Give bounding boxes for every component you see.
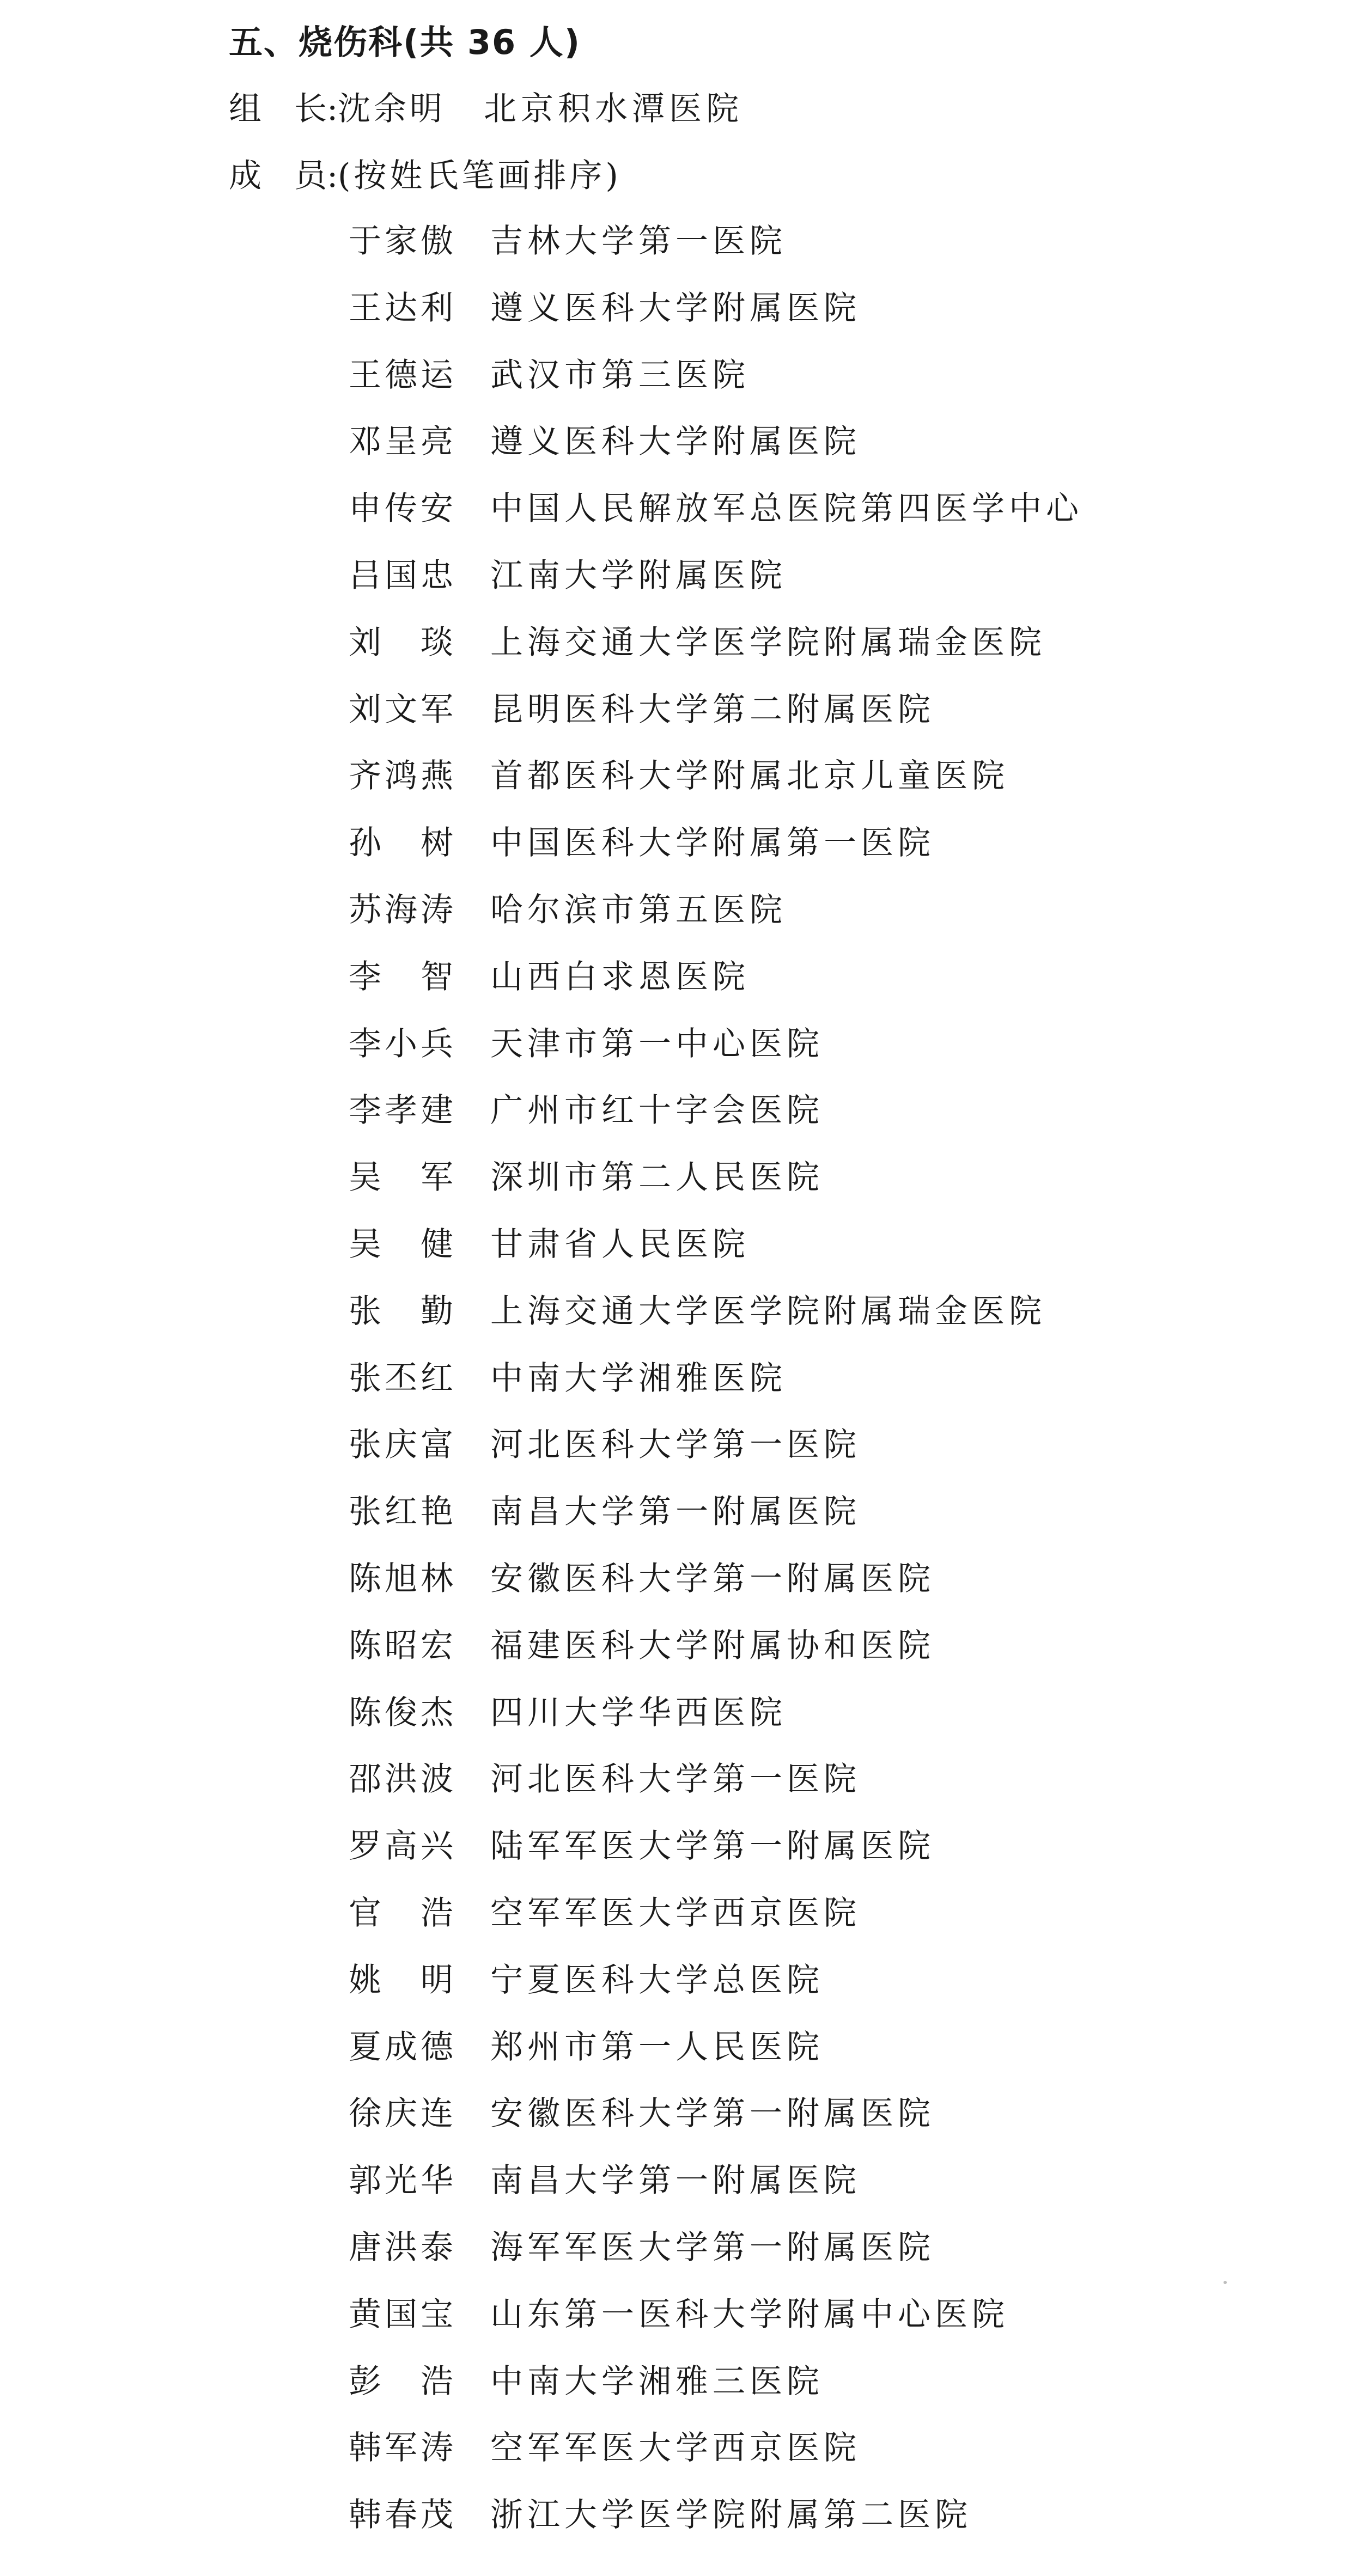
member-name: 申传安 <box>349 490 457 528</box>
member-hospital: 安徽医科大学第一附属医院 <box>490 1560 935 1598</box>
member-hospital: 中南大学湘雅三医院 <box>490 2363 824 2401</box>
member-name: 王达利 <box>349 289 457 327</box>
member-row <box>349 349 750 409</box>
member-row <box>349 1753 861 1813</box>
member-name: 陈昭宏 <box>349 1627 457 1665</box>
member-hospital: 深圳市第二人民医院 <box>490 1158 824 1197</box>
member-hospital: 遵义医科大学附属医院 <box>490 289 861 327</box>
member-row <box>349 1352 787 1412</box>
member-hospital: 郑州市第一人民医院 <box>490 2028 824 2066</box>
member-name: 李小兵 <box>349 1025 457 1063</box>
member-name: 吴 军 <box>349 1158 457 1197</box>
member-hospital: 山东第一医科大学附属中心医院 <box>490 2296 1009 2334</box>
member-hospital: 天津市第一中心医院 <box>490 1025 824 1063</box>
member-name: 张红艳 <box>349 1493 457 1531</box>
members-sort-note: (按姓氏笔画排序) <box>338 157 622 195</box>
member-hospital: 山西白求恩医院 <box>490 958 750 996</box>
member-hospital: 浙江大学医学院附属第二医院 <box>490 2496 972 2534</box>
members-label <box>229 150 338 197</box>
member-name: 张庆富 <box>349 1426 457 1464</box>
member-row <box>349 215 787 275</box>
member-hospital: 吉林大学第一医院 <box>490 222 787 260</box>
member-name: 李孝建 <box>349 1091 457 1130</box>
member-name: 张丕红 <box>349 1359 457 1397</box>
member-hospital: 首都医科大学附属北京儿童医院 <box>490 757 1009 795</box>
member-row <box>349 1620 935 1680</box>
member-name: 夏成德 <box>349 2028 457 2066</box>
member-hospital: 武汉市第三医院 <box>490 356 750 394</box>
member-row <box>349 483 1083 542</box>
member-name: 罗高兴 <box>349 1827 457 1865</box>
member-row <box>349 2154 861 2214</box>
member-hospital: 福建医科大学附属协和医院 <box>490 1627 935 1665</box>
member-row <box>349 2355 824 2415</box>
member-hospital: 哈尔滨市第五医院 <box>490 891 787 929</box>
member-hospital: 陆军军医大学第一附属医院 <box>490 1827 935 1865</box>
member-name: 彭 浩 <box>349 2363 457 2401</box>
member-hospital: 空军军医大学西京医院 <box>490 1894 861 1932</box>
leader-colon: : <box>327 90 338 128</box>
member-row <box>349 951 750 1011</box>
member-hospital: 海军军医大学第一附属医院 <box>490 2229 935 2267</box>
member-name: 徐庆连 <box>349 2095 457 2133</box>
member-name: 吕国忠 <box>349 557 457 595</box>
member-name: 郭光华 <box>349 2162 457 2200</box>
member-row <box>349 2087 935 2147</box>
member-hospital: 南昌大学第一附属医院 <box>490 1493 861 1531</box>
members-header <box>229 150 622 197</box>
member-row <box>349 1820 935 1880</box>
member-hospital: 遵义医科大学附属医院 <box>490 423 861 461</box>
member-name: 齐鸿燕 <box>349 757 457 795</box>
members-colon: : <box>327 157 338 195</box>
member-hospital: 安徽医科大学第一附属医院 <box>490 2095 935 2133</box>
member-name: 韩军涛 <box>349 2429 457 2467</box>
member-name: 刘文军 <box>349 691 457 729</box>
member-name: 于家傲 <box>349 222 457 260</box>
member-row <box>349 1553 935 1613</box>
member-name: 邵洪波 <box>349 1760 457 1798</box>
member-name: 官 浩 <box>349 1894 457 1932</box>
member-name: 唐洪泰 <box>349 2229 457 2267</box>
leader-hospital: 北京积水潭医院 <box>484 90 743 128</box>
member-name: 姚 明 <box>349 1961 457 1999</box>
member-row <box>349 1018 824 1078</box>
member-name: 陈俊杰 <box>349 1694 457 1732</box>
member-hospital: 中南大学湘雅医院 <box>490 1359 787 1397</box>
member-hospital: 空军军医大学西京医院 <box>490 2429 861 2467</box>
member-row <box>349 1285 1046 1345</box>
member-name: 刘 琰 <box>349 624 457 662</box>
member-name: 韩春茂 <box>349 2496 457 2534</box>
member-row <box>349 1687 787 1747</box>
member-row <box>349 1486 861 1546</box>
member-hospital: 甘肃省人民医院 <box>490 1225 750 1263</box>
section-title: 五、烧伤科(共 36 人) <box>229 22 581 62</box>
member-row <box>349 1151 824 1211</box>
member-row <box>349 2489 972 2549</box>
members-label-text: 成 员 <box>229 157 327 195</box>
member-row <box>349 884 787 944</box>
member-row <box>349 1419 861 1479</box>
member-hospital: 中国医科大学附属第一医院 <box>490 824 935 862</box>
member-row <box>349 1218 750 1278</box>
member-row <box>349 683 935 743</box>
member-row <box>349 416 861 475</box>
member-hospital: 上海交通大学医学院附属瑞金医院 <box>490 624 1046 662</box>
leader-label <box>229 83 338 130</box>
member-name: 吴 健 <box>349 1225 457 1263</box>
member-row <box>349 616 1046 676</box>
member-row <box>349 2221 935 2281</box>
member-hospital: 中国人民解放军总医院第四医学中心 <box>490 490 1083 528</box>
member-hospital: 南昌大学第一附属医院 <box>490 2162 861 2200</box>
member-row <box>349 1954 824 2014</box>
leader-label-text: 组 长 <box>229 90 327 128</box>
member-name: 陈旭林 <box>349 1560 457 1598</box>
member-name: 李 智 <box>349 958 457 996</box>
member-name: 王德运 <box>349 356 457 394</box>
member-row <box>349 2288 1009 2348</box>
member-row <box>349 2422 861 2482</box>
member-hospital: 广州市红十字会医院 <box>490 1091 824 1130</box>
member-hospital: 四川大学华西医院 <box>490 1694 787 1732</box>
member-row <box>349 817 935 877</box>
leader-row <box>229 83 743 130</box>
member-row <box>349 282 861 342</box>
member-hospital: 宁夏医科大学总医院 <box>490 1961 824 1999</box>
member-hospital: 河北医科大学第一医院 <box>490 1760 861 1798</box>
member-row <box>349 550 787 609</box>
member-row <box>349 1084 824 1144</box>
member-name: 苏海涛 <box>349 891 457 929</box>
member-hospital: 江南大学附属医院 <box>490 557 787 595</box>
member-hospital: 上海交通大学医学院附属瑞金医院 <box>490 1292 1046 1330</box>
scan-speck <box>1224 2281 1227 2284</box>
member-name: 邓呈亮 <box>349 423 457 461</box>
member-hospital: 昆明医科大学第二附属医院 <box>490 691 935 729</box>
member-row <box>349 1887 861 1947</box>
member-row <box>349 750 1009 810</box>
member-name: 黄国宝 <box>349 2296 457 2334</box>
member-hospital: 河北医科大学第一医院 <box>490 1426 861 1464</box>
member-row <box>349 2021 824 2081</box>
member-name: 张 勤 <box>349 1292 457 1330</box>
leader-name: 沈余明 <box>338 90 446 128</box>
member-name: 孙 树 <box>349 824 457 862</box>
